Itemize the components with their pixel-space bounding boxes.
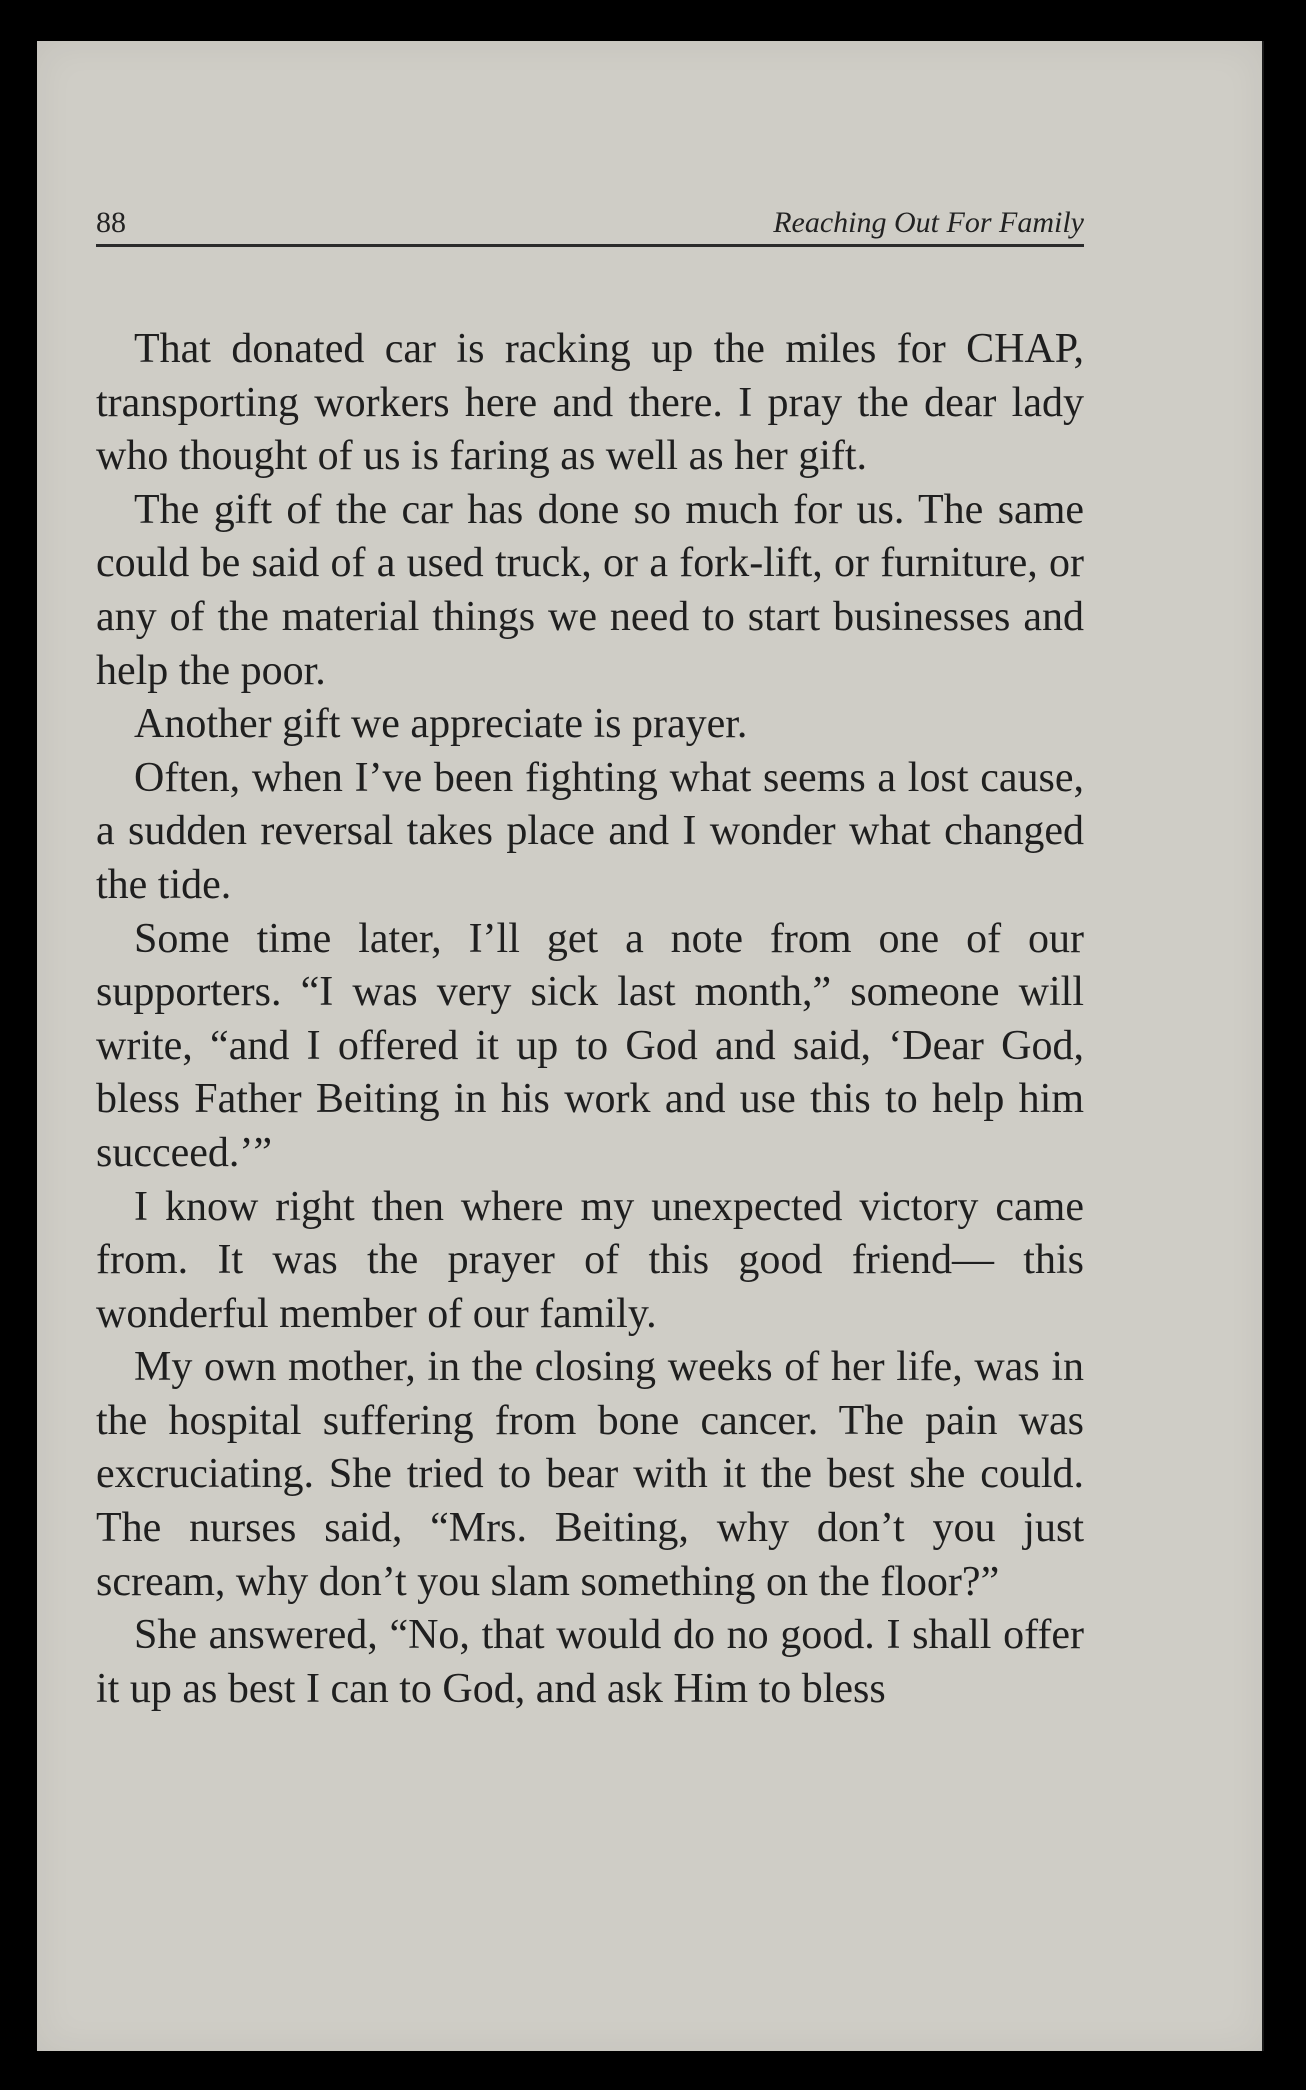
paragraph: Often, when I’ve been fighting what seems a lost cause, a sudden reversal takes place and I wonder what changed the tide.	[96, 754, 1084, 908]
page-edge-shadow	[1262, 41, 1264, 2051]
paragraph: She answered, “No, that would do no good. I shall offer it up as best I can to God, and ask Him to bless	[96, 1612, 1084, 1712]
running-title: Reaching Out For Family	[773, 206, 1084, 239]
paragraph: Another gift we appreciate is prayer.	[134, 701, 748, 748]
page-header	[96, 204, 1084, 247]
paragraph: The gift of the car has done so much for us. The same could be said of a used truck, or a fork-lift, or furniture, or any of the material things we need to start businesses and help the poor.	[96, 486, 1084, 694]
body-text	[96, 323, 1084, 1716]
paragraph: That donated car is racking up the miles for CHAP, transporting workers here and there. I pray the dear lady who thought of us is faring as well as her gift.	[96, 326, 1084, 480]
paragraph: I know right then where my unexpected victory came from. It was the prayer of this good friend— this wonderful member of our family.	[96, 1183, 1084, 1337]
paragraph: Some time later, I’ll get a note from one of our supporters. “I was very sick last month,” someone will write, “and I offered it up to God and said, ‘Dear God, bless Father Beiting in his work and use this to help him succeed.’”	[96, 915, 1084, 1176]
paragraph: My own mother, in the closing weeks of her life, was in the hospital suffering from bone cancer. The pain was excruciating. She tried to bear with it the best she could. The nurses said, “Mrs. Beiting, why don’t you just scream, why don’t you slam something on the floor?”	[96, 1344, 1084, 1605]
page-number: 88	[96, 206, 126, 239]
